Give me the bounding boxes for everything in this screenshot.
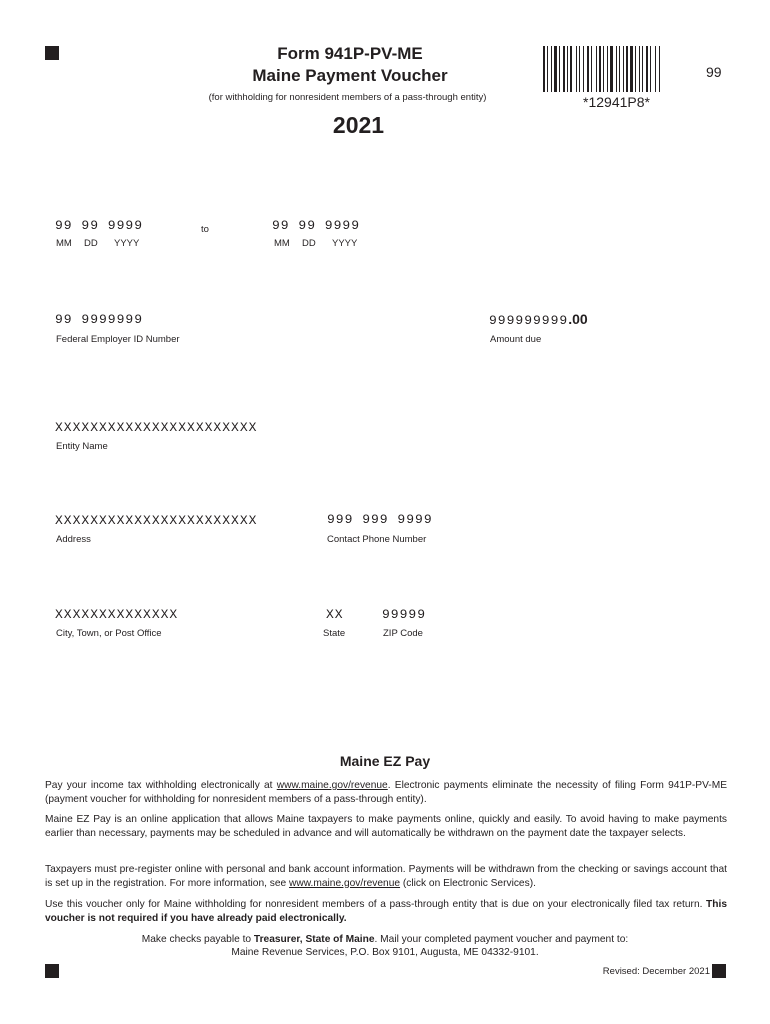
barcode-bar: [603, 46, 604, 92]
period-to-label: to: [201, 224, 209, 235]
barcode-bar: [554, 46, 557, 92]
address-label: Address: [56, 534, 91, 545]
barcode-bar: [596, 46, 597, 92]
barcode-bar: [639, 46, 640, 92]
amount-due-cents: .00: [568, 311, 588, 327]
ez-pay-title: Maine EZ Pay: [339, 753, 431, 769]
barcode-bar: [646, 46, 648, 92]
barcode-bar: [616, 46, 617, 92]
barcode-bar: [630, 46, 633, 92]
contact-phone-field[interactable]: 999 999 9999: [327, 512, 433, 527]
revenue-link[interactable]: www.maine.gov/revenue: [276, 780, 388, 791]
barcode-bar: [570, 46, 572, 92]
revised-date: Revised: December 2021: [602, 966, 710, 977]
period-from-value[interactable]: 99 99 9999: [55, 218, 144, 233]
registration-mark-bottom-left: [45, 964, 59, 978]
barcode-bar: [543, 46, 545, 92]
barcode-bar: [563, 46, 565, 92]
barcode-bar: [607, 46, 608, 92]
fein-field[interactable]: 99 9999999: [55, 312, 144, 327]
form-subtitle: Maine Payment Voucher: [252, 66, 448, 85]
amount-due-value: 999999999: [489, 313, 569, 328]
fein-label: Federal Employer ID Number: [56, 334, 180, 345]
ez-pay-paragraph-3: Taxpayers must pre-register online with personal and bank account information. Payments will be withdrawn from the checking or savings account that is set up in the registration. For more information, see www.maine.gov/revenue (click on Electronic Services).: [45, 864, 727, 889]
barcode-image: [543, 46, 690, 92]
barcode-bar: [623, 46, 624, 92]
amount-due-label: Amount due: [490, 334, 542, 345]
ez-pay-paragraph-1: Pay your income tax withholding electronically at www.maine.gov/revenue. Electronic payments eliminate the necessity of filing Form 941P-PV-ME (payment voucher for withholding for nonresident members of a pass-through entity).: [45, 780, 727, 805]
barcode-bar: [626, 46, 628, 92]
barcode-bar: [567, 46, 568, 92]
period-to-mm-label: MM: [274, 238, 290, 249]
period-from-yyyy-label: YYYY: [114, 238, 140, 249]
barcode-bar: [635, 46, 636, 92]
contact-phone-label: Contact Phone Number: [327, 534, 427, 545]
form-title: Form 941P-PV-ME: [277, 44, 423, 63]
zip-field[interactable]: 99999: [382, 607, 427, 622]
revenue-link-2[interactable]: www.maine.gov/revenue: [289, 877, 401, 889]
period-to-yyyy-label: YYYY: [332, 238, 358, 249]
form-description: (for withholding for nonresident members of a pass-through entity): [208, 92, 487, 103]
barcode-bar: [583, 46, 584, 92]
tax-year: 2021: [332, 112, 385, 138]
barcode-bar: [610, 46, 613, 92]
corner-number: 99: [706, 64, 722, 80]
period-to-dd-label: DD: [302, 238, 316, 249]
checks-payable-line: Make checks payable to Treasurer, State of Maine. Mail your completed payment voucher and payment to:: [141, 934, 629, 945]
barcode-bar: [659, 46, 660, 92]
city-field[interactable]: XXXXXXXXXXXXXX: [55, 607, 179, 622]
ez-pay-paragraph-4: Use this voucher only for Maine withholding for nonresident members of a pass-through entity that is due on your electronically filed tax return. This voucher is not required if you have already paid electronically.: [45, 899, 727, 924]
barcode-bar: [591, 46, 592, 92]
ez-pay-paragraph-2: Maine EZ Pay is an online application that allows Maine taxpayers to make payments online, quickly and easily. To avoid having to make payments earlier than necessary, payments may be scheduled in advance and will automatically be withdrawn on the payment date the taxpayer selects.: [45, 814, 727, 839]
barcode-bar: [547, 46, 548, 92]
period-from-mm-label: MM: [56, 238, 72, 249]
entity-name-label: Entity Name: [56, 441, 108, 452]
barcode-bar: [642, 46, 643, 92]
barcode-bar: [655, 46, 656, 92]
zip-label: ZIP Code: [383, 628, 423, 639]
barcode-bar: [619, 46, 620, 92]
not-required-note: This voucher is not required if you have already paid electronically.: [45, 899, 727, 924]
barcode-bar: [599, 46, 601, 92]
period-from-dd-label: DD: [84, 238, 98, 249]
barcode-bar: [579, 46, 580, 92]
amount-due-field[interactable]: [489, 311, 588, 329]
city-label: City, Town, or Post Office: [56, 628, 162, 639]
barcode-text: *12941P8*: [583, 94, 650, 110]
entity-name-field[interactable]: XXXXXXXXXXXXXXXXXXXXXXX: [55, 420, 258, 435]
registration-mark-bottom-right: [712, 964, 726, 978]
state-label: State: [323, 628, 346, 639]
mailing-address: Maine Revenue Services, P.O. Box 9101, Augusta, ME 04332-9101.: [231, 947, 539, 958]
state-field[interactable]: XX: [326, 607, 344, 622]
barcode-bar: [559, 46, 560, 92]
address-field[interactable]: XXXXXXXXXXXXXXXXXXXXXXX: [55, 513, 258, 528]
barcode-bar: [587, 46, 589, 92]
barcode-bar: [551, 46, 552, 92]
barcode-bar: [576, 46, 577, 92]
period-to-value[interactable]: 99 99 9999: [272, 218, 361, 233]
barcode-bar: [650, 46, 651, 92]
